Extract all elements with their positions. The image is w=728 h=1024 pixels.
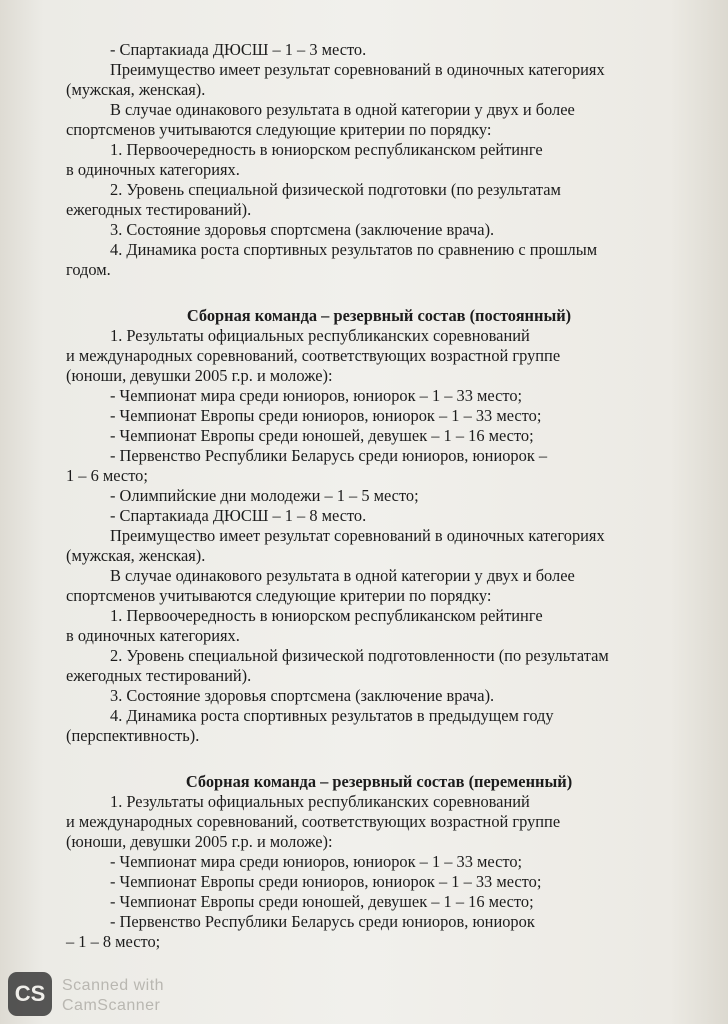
text-line: 1. Результаты официальных республиканских соревнований (110, 326, 530, 345)
text-line: ежегодных тестирований). (66, 200, 252, 219)
text-line: Преимущество имеет результат соревнований в одиночных категориях (110, 526, 605, 545)
section-heading: Сборная команда – резервный состав (постоянный) (186, 306, 572, 325)
text-line: 2. Уровень специальной физической подготовленности (по результатам (110, 646, 609, 665)
text-line: 1. Результаты официальных республиканских соревнований (110, 792, 530, 811)
text-line: 1 – 6 место; (66, 466, 148, 485)
text-line: (мужская, женская). (66, 546, 206, 565)
text-line: и международных соревнований, соответствующих возрастной группе (66, 346, 561, 365)
text-line: в одиночных категориях. (66, 160, 240, 179)
text-line: 4. Динамика роста спортивных результатов по сравнению с прошлым (110, 240, 598, 259)
text-line: годом. (66, 260, 111, 279)
text-line: 4. Динамика роста спортивных результатов в предыдущем году (110, 706, 554, 725)
list-item: - Спартакиада ДЮСШ – 1 – 8 место. (110, 506, 367, 525)
text-line: 3. Состояние здоровья спортсмена (заключение врача). (110, 686, 495, 705)
text-line: спортсменов учитываются следующие критерии по порядку: (66, 586, 492, 605)
text-line: 1. Первоочередность в юниорском республиканском рейтинге (110, 606, 543, 625)
text-line: - Спартакиада ДЮСШ – 1 – 3 место. (110, 40, 367, 59)
text-line: – 1 – 8 место; (66, 932, 161, 951)
section-heading: Сборная команда – резервный состав (переменный) (185, 772, 573, 791)
list-item: - Первенство Республики Беларусь среди юниоров, юниорок – (110, 446, 548, 465)
text-line: (мужская, женская). (66, 80, 206, 99)
list-item: - Чемпионат Европы среди юниоров, юниорок – 1 – 33 место; (110, 872, 542, 891)
watermark-line: Scanned with (62, 977, 165, 994)
list-item: - Чемпионат мира среди юниоров, юниорок – 1 – 33 место; (110, 852, 523, 871)
watermark-line: CamScanner (62, 997, 161, 1014)
list-item: - Первенство Республики Беларусь среди юниоров, юниорок (110, 912, 535, 931)
list-item: - Олимпийские дни молодежи – 1 – 5 место; (110, 486, 419, 505)
list-item: - Чемпионат Европы среди юношей, девушек – 1 – 16 место; (110, 426, 534, 445)
list-item: - Чемпионат Европы среди юношей, девушек – 1 – 16 место; (110, 892, 534, 911)
scanner-watermark (62, 976, 164, 1016)
text-line: (перспективность). (66, 726, 200, 745)
text-line: (юноши, девушки 2005 г.р. и моложе): (66, 366, 333, 385)
text-line: спортсменов учитываются следующие критерии по порядку: (66, 120, 492, 139)
text-line: и международных соревнований, соответствующих возрастной группе (66, 812, 561, 831)
text-line: (юноши, девушки 2005 г.р. и моложе): (66, 832, 333, 851)
text-line: В случае одинакового результата в одной категории у двух и более (110, 100, 575, 119)
text-line: Преимущество имеет результат соревнований в одиночных категориях (110, 60, 605, 79)
text-line: 1. Первоочередность в юниорском республиканском рейтинге (110, 140, 543, 159)
list-item: - Чемпионат Европы среди юниоров, юниорок – 1 – 33 место; (110, 406, 542, 425)
text-line: 2. Уровень специальной физической подготовки (по результатам (110, 180, 561, 199)
list-item: - Чемпионат мира среди юниоров, юниорок – 1 – 33 место; (110, 386, 523, 405)
text-line: В случае одинакового результата в одной категории у двух и более (110, 566, 575, 585)
text-line: в одиночных категориях. (66, 626, 240, 645)
text-line: ежегодных тестирований). (66, 666, 252, 685)
text-line: 3. Состояние здоровья спортсмена (заключение врача). (110, 220, 495, 239)
document-body (66, 40, 692, 952)
camscanner-logo-icon: CS (8, 972, 52, 1016)
